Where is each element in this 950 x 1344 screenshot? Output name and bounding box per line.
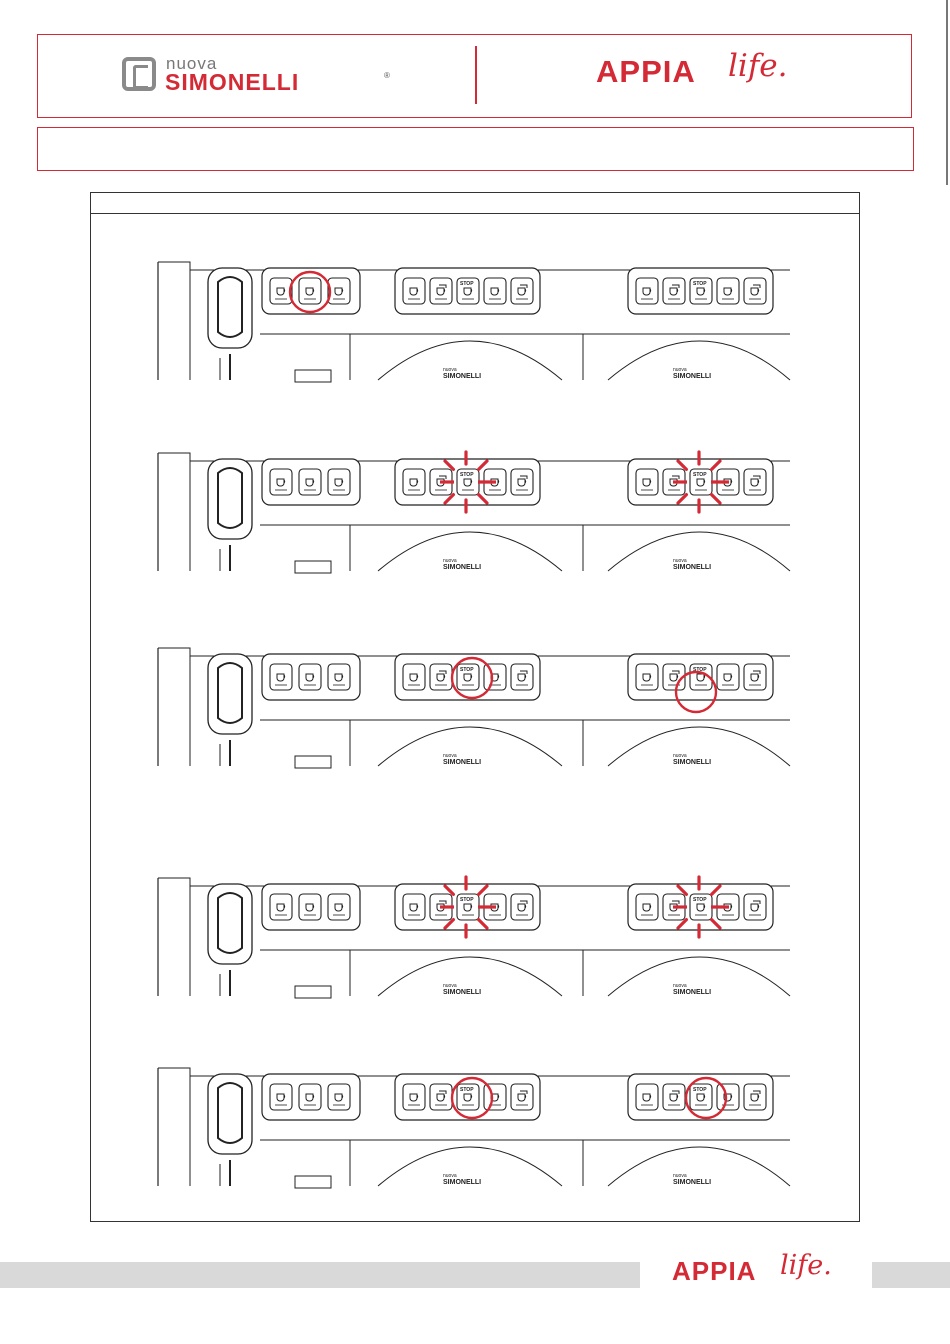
group-logo-small: nuova bbox=[443, 1173, 457, 1179]
footer-life-word: life. bbox=[780, 1250, 832, 1281]
footer-appia-logo bbox=[672, 1250, 862, 1300]
power-button bbox=[270, 469, 292, 495]
step-4 bbox=[150, 878, 800, 998]
keypad-button bbox=[636, 894, 658, 920]
simonelli-mark-icon bbox=[122, 57, 156, 91]
group-logo-big: SIMONELLI bbox=[443, 373, 482, 380]
header-divider bbox=[475, 46, 477, 104]
stop-label: STOP bbox=[460, 897, 474, 903]
machine-illustration bbox=[150, 648, 800, 768]
machine-illustration bbox=[150, 878, 800, 998]
stop-label: STOP bbox=[693, 281, 707, 287]
group-logo bbox=[673, 558, 711, 571]
stop-label: STOP bbox=[693, 897, 707, 903]
group-logo-big: SIMONELLI bbox=[443, 1179, 482, 1186]
group-logo bbox=[443, 1173, 481, 1186]
group-logo-small: nuova bbox=[673, 367, 687, 373]
group-logo-small: nuova bbox=[443, 753, 457, 759]
stop-label: STOP bbox=[460, 1087, 474, 1093]
machine-side bbox=[158, 262, 190, 380]
keypad-button bbox=[511, 894, 533, 920]
cup-warmer-button bbox=[328, 469, 350, 495]
group-logo-small: nuova bbox=[443, 367, 457, 373]
keypad-button bbox=[663, 278, 685, 304]
keypad-button bbox=[511, 664, 533, 690]
keypad-button bbox=[744, 894, 766, 920]
group-panel-1 bbox=[395, 268, 540, 314]
group-logo bbox=[673, 1173, 711, 1186]
group-logo-big: SIMONELLI bbox=[673, 564, 712, 571]
machine-side bbox=[158, 878, 190, 996]
group-logo-small: nuova bbox=[673, 558, 687, 564]
group-panel-2 bbox=[628, 1074, 773, 1120]
keypad-button bbox=[663, 1084, 685, 1110]
step-3 bbox=[150, 648, 800, 768]
power-button bbox=[270, 1084, 292, 1110]
group-logo bbox=[673, 983, 711, 996]
cup-warmer-button bbox=[328, 278, 350, 304]
machine-side bbox=[158, 453, 190, 571]
step-5 bbox=[150, 1068, 800, 1188]
keypad-button bbox=[403, 894, 425, 920]
keypad-button bbox=[717, 664, 739, 690]
drain-grid bbox=[295, 986, 331, 998]
group-logo-big: SIMONELLI bbox=[673, 989, 712, 996]
page-edge bbox=[946, 0, 948, 185]
keypad-button bbox=[430, 278, 452, 304]
group-panel-1 bbox=[395, 654, 540, 700]
appia-word: APPIA bbox=[596, 54, 696, 89]
keypad-button bbox=[484, 664, 506, 690]
cup-warmer-button bbox=[328, 894, 350, 920]
keypad-button bbox=[403, 469, 425, 495]
keypad-button bbox=[744, 664, 766, 690]
keypad-button bbox=[744, 469, 766, 495]
machine-illustration bbox=[150, 262, 800, 382]
life-word: life. bbox=[728, 48, 788, 84]
group-logo-big: SIMONELLI bbox=[673, 1179, 712, 1186]
group-logo-big: SIMONELLI bbox=[673, 759, 712, 766]
group-logo bbox=[443, 558, 481, 571]
drain-grid bbox=[295, 756, 331, 768]
drain-grid bbox=[295, 370, 331, 382]
keypad-button bbox=[403, 278, 425, 304]
brand-small: nuova bbox=[166, 54, 218, 73]
machine-illustration bbox=[150, 1068, 800, 1188]
brand-registered: ® bbox=[384, 71, 390, 80]
footer-appia-word: APPIA bbox=[672, 1256, 757, 1286]
keypad-button bbox=[744, 278, 766, 304]
group-logo-small: nuova bbox=[443, 983, 457, 989]
keypad-button bbox=[744, 1084, 766, 1110]
keypad-button bbox=[636, 1084, 658, 1110]
group-logo-small: nuova bbox=[673, 1173, 687, 1179]
stop-label: STOP bbox=[460, 281, 474, 287]
keypad-button bbox=[403, 1084, 425, 1110]
drain-grid bbox=[295, 561, 331, 573]
stop-label: STOP bbox=[693, 1087, 707, 1093]
group-panel-2 bbox=[628, 459, 773, 505]
group-logo-big: SIMONELLI bbox=[673, 373, 712, 380]
keypad-button bbox=[430, 664, 452, 690]
keypad-button bbox=[484, 278, 506, 304]
machine-illustration bbox=[150, 453, 800, 573]
hot-water-button bbox=[299, 664, 321, 690]
group-logo-big: SIMONELLI bbox=[443, 989, 482, 996]
group-panel-1 bbox=[395, 1074, 540, 1120]
hot-water-button bbox=[299, 894, 321, 920]
stop-label: STOP bbox=[460, 472, 474, 478]
stop-label: STOP bbox=[693, 472, 707, 478]
keypad-button bbox=[636, 469, 658, 495]
power-button bbox=[270, 278, 292, 304]
keypad-button bbox=[403, 664, 425, 690]
appia-life-logo bbox=[596, 48, 796, 104]
drain-grid bbox=[295, 1176, 331, 1188]
cup-warmer-button bbox=[328, 1084, 350, 1110]
group-logo-small: nuova bbox=[673, 983, 687, 989]
group-panel-1 bbox=[395, 884, 540, 930]
stop-label: STOP bbox=[460, 667, 474, 673]
group-logo-small: nuova bbox=[673, 753, 687, 759]
nuova-simonelli-logo bbox=[122, 55, 402, 97]
power-button bbox=[270, 894, 292, 920]
keypad-button bbox=[717, 1084, 739, 1110]
keypad-button bbox=[511, 278, 533, 304]
group-logo-big: SIMONELLI bbox=[443, 759, 482, 766]
cup-warmer-button bbox=[328, 664, 350, 690]
hot-water-button bbox=[299, 278, 321, 304]
keypad-button bbox=[636, 664, 658, 690]
step-1 bbox=[150, 262, 800, 382]
keypad-button bbox=[511, 1084, 533, 1110]
group-panel-1 bbox=[395, 459, 540, 505]
keypad-button bbox=[430, 1084, 452, 1110]
group-panel-2 bbox=[628, 884, 773, 930]
hot-water-button bbox=[299, 1084, 321, 1110]
group-logo-big: SIMONELLI bbox=[443, 564, 482, 571]
panel-title-rule bbox=[91, 213, 859, 214]
step-2 bbox=[150, 453, 800, 573]
group-logo bbox=[443, 753, 481, 766]
group-logo-small: nuova bbox=[443, 558, 457, 564]
group-logo bbox=[673, 753, 711, 766]
group-logo bbox=[673, 367, 711, 380]
footer-bar-right bbox=[872, 1262, 950, 1288]
machine-side bbox=[158, 1068, 190, 1186]
keypad-button bbox=[484, 1084, 506, 1110]
group-panel-2 bbox=[628, 268, 773, 314]
group-logo bbox=[443, 367, 481, 380]
group-panel-2 bbox=[628, 654, 773, 700]
stop-label: STOP bbox=[693, 667, 707, 673]
group-logo bbox=[443, 983, 481, 996]
keypad-button bbox=[717, 278, 739, 304]
power-button bbox=[270, 664, 292, 690]
section-title-box bbox=[37, 127, 914, 171]
machine-side bbox=[158, 648, 190, 766]
hot-water-button bbox=[299, 469, 321, 495]
keypad-button bbox=[636, 278, 658, 304]
keypad-button bbox=[511, 469, 533, 495]
footer-bar-left bbox=[0, 1262, 640, 1288]
brand-big: SIMONELLI bbox=[165, 69, 300, 95]
